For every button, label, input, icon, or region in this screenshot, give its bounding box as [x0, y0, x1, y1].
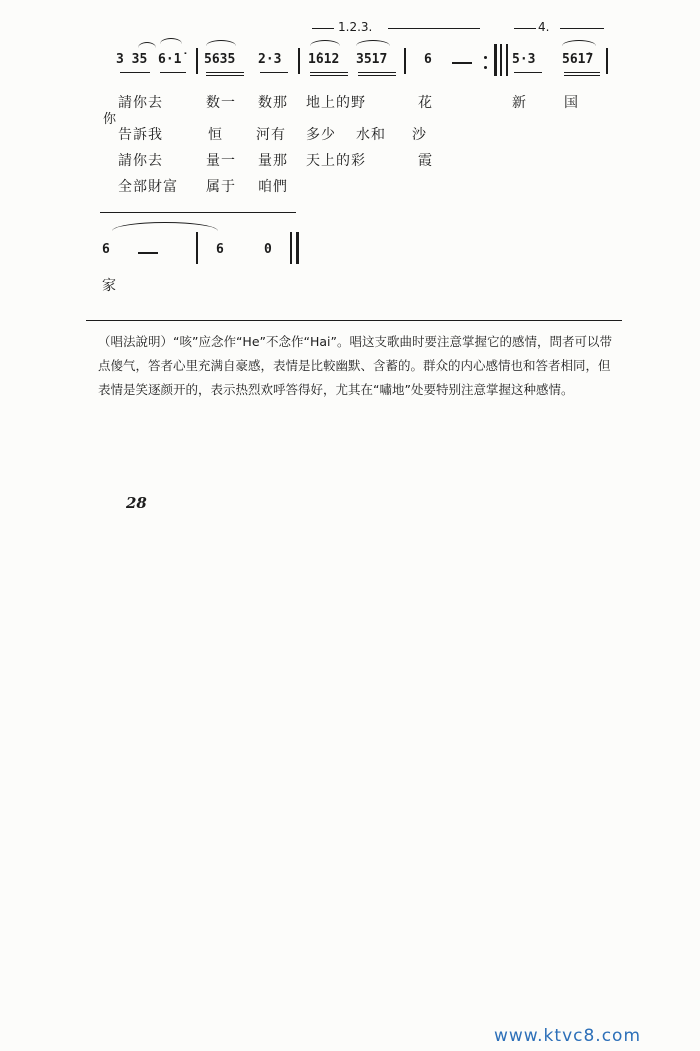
note-group: 6: [102, 242, 110, 257]
volta-1-label: 1.2.3.: [338, 20, 373, 34]
bar-line: [404, 48, 406, 74]
lyric: 属于: [206, 179, 236, 195]
note-group: 6: [216, 242, 224, 257]
note-group: 3517: [356, 52, 388, 67]
lyric: 地上的野: [306, 95, 366, 111]
underline: [358, 72, 396, 73]
lyric: 咱們: [258, 179, 288, 195]
section-divider: [86, 320, 622, 321]
slur: [562, 40, 596, 46]
lyric: 国: [564, 95, 579, 111]
repeat-bar-thick: [494, 44, 497, 76]
lyric: 請你去: [118, 95, 163, 111]
note-group: 0: [264, 242, 272, 257]
volta-1-line-right: [388, 28, 480, 29]
note-group: 6: [424, 52, 432, 67]
lyric: 霞: [418, 153, 433, 169]
lyric: 数一: [206, 95, 236, 111]
lyric: 水和: [356, 127, 386, 143]
underline: [120, 72, 150, 73]
volta-2-line-right: [560, 28, 604, 29]
underline: [358, 75, 396, 76]
volta-2-label: 4.: [538, 20, 550, 34]
note-group: 5·3: [512, 52, 536, 67]
slur: [356, 40, 390, 46]
slur: [160, 38, 182, 44]
repeat-dot: [484, 56, 487, 59]
slur: [206, 40, 236, 46]
underline: [564, 72, 600, 73]
note-group: 6·1̇: [158, 52, 182, 67]
extension-dash: [452, 62, 472, 64]
volta-2-line-left: [514, 28, 536, 29]
lyric: 多少: [306, 127, 336, 143]
slur: [112, 222, 218, 231]
note-group: 3 35: [116, 52, 148, 67]
repeat-bar-thin: [500, 44, 502, 76]
page-number: 28: [126, 494, 147, 512]
underline: [514, 72, 542, 73]
extension-dash: [138, 252, 158, 254]
bar-line: [196, 48, 198, 74]
bar-line: [196, 232, 198, 264]
lyric: 量那: [258, 153, 288, 169]
bar-line: [606, 48, 608, 74]
underline: [260, 72, 288, 73]
note-group: 561̇7: [562, 52, 594, 67]
final-bar-thick: [296, 232, 299, 264]
lyric: 家: [102, 278, 117, 294]
lyric: 全部財富: [118, 179, 178, 195]
underline: [206, 72, 244, 73]
lyric-prefix: 你: [103, 112, 118, 127]
tie-line: [100, 212, 296, 213]
lyric: 天上的彩: [306, 153, 366, 169]
lyric: 新: [512, 95, 527, 111]
underline: [564, 75, 600, 76]
final-bar-thin: [290, 232, 292, 264]
lyric: 花: [418, 95, 433, 111]
lyric: 告訴我: [118, 127, 163, 143]
volta-1-line-left: [312, 28, 334, 29]
slur: [138, 42, 156, 48]
slur: [310, 40, 340, 46]
underline: [310, 72, 348, 73]
lyric: 河有: [256, 127, 286, 143]
lyric: 恒: [208, 127, 223, 143]
bar-line: [298, 48, 300, 74]
repeat-dot: [484, 66, 487, 69]
lyric: 請你去: [118, 153, 163, 169]
note-group: 1̇612: [308, 52, 340, 67]
note-group: 2·3: [258, 52, 282, 67]
performance-note: （唱法說明）“咳”应念作“He”不念作“Hai”。唱这支歌曲时要注意掌握它的感情，問者可以带点傻气，答者心里充满自豪感，表情是比較幽默、含蓄的。群众的内心感情也和答者相同，但表情是笑逐颜开的，表示热烈欢呼答得好，尤其在“嘯地”处要特别注意掌握这种感情。: [98, 334, 612, 397]
underline: [206, 75, 244, 76]
lyric: 数那: [258, 95, 288, 111]
bar-line: [506, 44, 508, 76]
note-group: 5635: [204, 52, 236, 67]
underline: [310, 75, 348, 76]
lyric: 量一: [206, 153, 236, 169]
underline: [160, 72, 186, 73]
lyric: 沙: [412, 127, 427, 143]
watermark: www.ktvc8.com: [494, 1026, 641, 1046]
